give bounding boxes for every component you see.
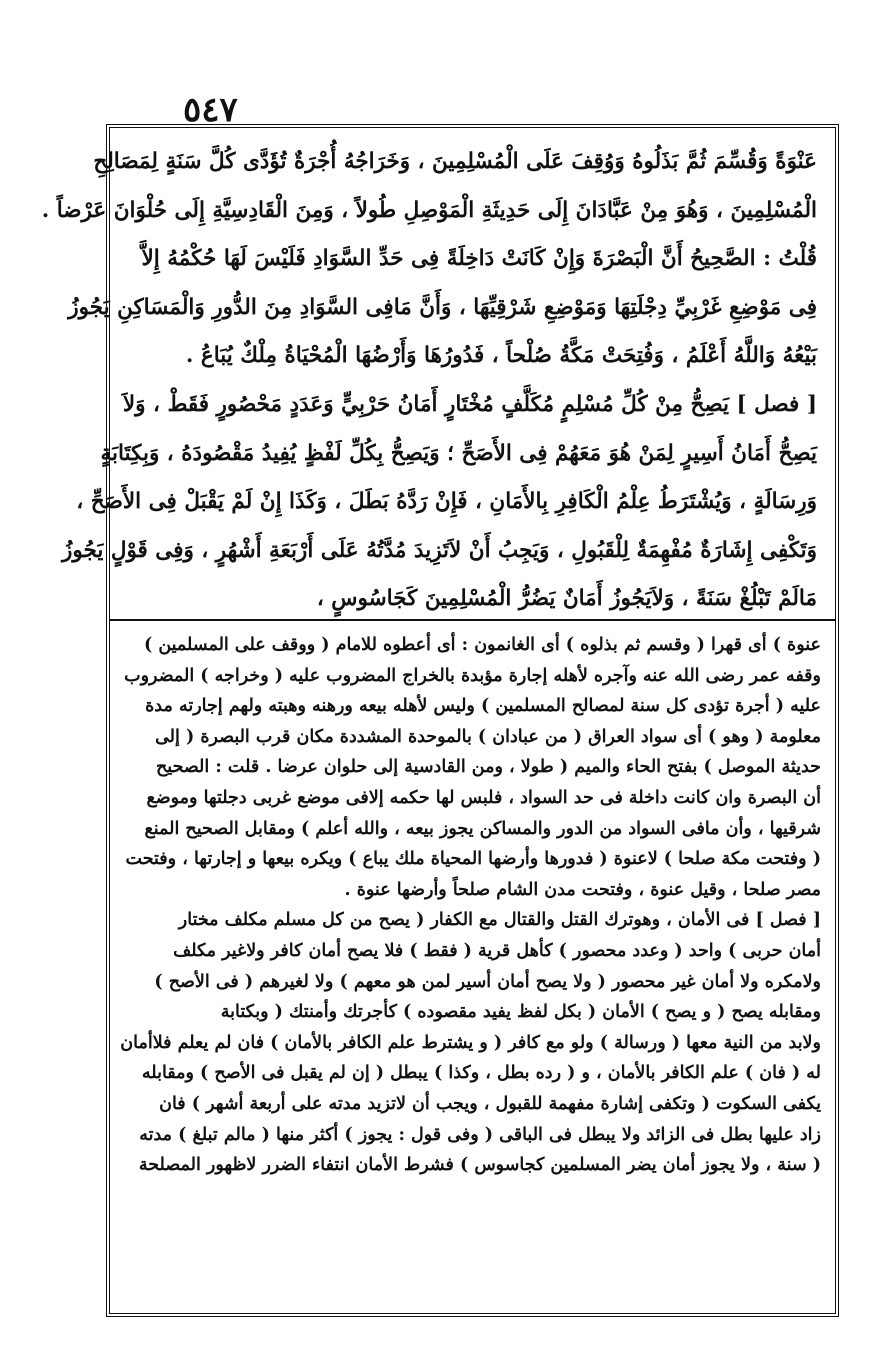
- main-text-line: مَالَمْ تَبْلُغْ سَنَةً ، وَلاَيَجُوزُ أَمَانٌ يَضُرُّ الْمُسْلِمِينَ كَجَاسُوسٍ ،: [316, 586, 817, 612]
- commentary-line: حديثة الموصل ) بفتح الحاء والميم ( طولا ، ومن القادسية إلى حلوان عرضا . قلت : الصحيح: [156, 757, 821, 778]
- section-divider: [110, 619, 835, 621]
- main-text-line: وَتَكْفِى إِشَارَةٌ مُفْهِمَةٌ لِلْقَبُولِ ، وَيَجِبُ أَنْ لاَتَزِيدَ مُدَّتُهُ عَلَى أَرْبَعَةِ أَشْهُرٍ ، وَفِى قَوْلٍ يَجُوزُ: [61, 537, 817, 563]
- commentary-line: مصر صلحا ، وقيل عنوة ، وفتحت مدن الشام صلحاً وأرضها عنوة .: [344, 879, 821, 900]
- main-text-line: وَرِسَالَةٍ ، وَيُشْتَرَطُ عِلْمُ الْكَافِرِ بِالأَمَانِ ، فَإِنْ رَدَّهُ بَطَلَ ، وَكَذَا إِنْ لَمْ يَقْبَلْ فِى الأَصَحِّ ،: [76, 489, 817, 515]
- commentary-line: ولامكره ولا أمان غير محصور ( ولا يصح أمان أسير لمن هو معهم ) ولا لغيرهم ( فى الأصح ): [154, 971, 821, 992]
- main-text-line: بَيْعُهُ وَاللَّهُ أَعْلَمُ ، وَفُتِحَتْ مَكَّةُ صُلْحاً ، فَدُورُهَا وَأَرْضُهَا الْمُحْيَاةُ مِلْكٌ يُبَاعُ .: [185, 343, 817, 369]
- main-text-line: [ فصل ] يَصِحُّ مِنْ كُلِّ مُسْلِمٍ مُكَلَّفٍ مُخْتَارٍ أَمَانُ حَرْبِيٍّ وَعَدَدٍ مَحْصُورٍ فَقَطْ ، وَلاَ: [122, 391, 817, 417]
- main-text-line: الْمُسْلِمِينَ ، وَهُوَ مِنْ عَبَّادَانَ إِلَى حَدِيثَةِ الْمَوْصِلِ طُولاً ، وَمِنَ الْقَادِسِيَّةِ إِلَى حُلْوَانَ عَرْضاً .: [41, 197, 817, 223]
- commentary-line: ومقابله يصح ( و يصح ) الأمان ( بكل لفظ يفيد مقصوده ) كأجرتك وأمنتك ( وبكتابة: [220, 1002, 821, 1023]
- commentary-line: ( وفتحت مكة صلحا ) لاعنوة ( فدورها وأرضها المحياة ملك يباع ) ويكره بيعها و إجارتها ، وفتحت: [125, 849, 821, 870]
- commentary-line: زاد عليها بطل فى الزائد ولا يبطل فى الباقى ( وفى قول : يجوز ) أكثر منها ( مالم تبلغ ) مدته: [139, 1124, 821, 1145]
- main-text-line: عَنْوَةً وَقُسِّمَ ثُمَّ بَذَلُوهُ وَوُقِفَ عَلَى الْمُسْلِمِينَ ، وَخَرَاجُهُ أُجْرَةٌ تُؤَدَّى كُلَّ سَنَةٍ لِمَصَالِحِ: [93, 149, 817, 174]
- commentary-line: له ( فان ) علم الكافر بالأمان ، و ( رده بطل ، وكذا ) يبطل ( إن لم يقبل فى الأصح ) ومقابله: [141, 1063, 821, 1084]
- commentary-text: [120, 630, 821, 1181]
- page-number: ٥٤٧: [183, 90, 238, 130]
- commentary-line: معلومة ( وهو ) أى سواد العراق ( من عبادان ) بالموحدة المشددة مكان قرب البصرة ( إلى: [155, 726, 821, 747]
- main-text-line: فِى مَوْضِعِ غَرْبِيِّ دِجْلَتِهَا وَمَوْضِعِ شَرْقِيِّهَا ، وَأَنَّ مَافِى السَّوَادِ مِنَ الدُّورِ وَالْمَسَاكِنِ يَجُوزُ: [68, 294, 817, 320]
- commentary-line: وقفه عمر رضى الله عنه وآجره لأهله إجارة مؤبدة بالخراج المضروب عليه ( وخراجه ) المضروب: [124, 665, 821, 686]
- main-text-line: يَصِحُّ أَمَانُ أَسِيرٍ لِمَنْ هُوَ مَعَهُمْ فِى الأَصَحِّ ؛ وَيَصِحُّ بِكُلِّ لَفْظٍ يُفِيدُ مَقْصُودَهُ ، وَبِكِتَابَةٍ: [100, 440, 817, 466]
- main-text-line: قُلْتُ : الصَّحِيحُ أَنَّ الْبَصْرَةَ وَإِنْ كَانَتْ دَاخِلَةً فِى حَدِّ السَّوَادِ فَلَيْسَ لَهَا حُكْمُهُ إِلاَّ: [141, 246, 817, 272]
- commentary-line: ولابد من النية معها ( ورسالة ) ولو مع كافر ( و يشترط علم الكافر بالأمان ) فان لم يعلم فلاأمان: [120, 1032, 821, 1053]
- commentary-line: [ فصل ] فى الأمان ، وهوترك القتل والقتال مع الكفار ( يصح من كل مسلم مكلف مختار: [178, 910, 821, 931]
- commentary-line: أن البصرة وان كانت داخلة فى حد السواد ، فلبس لها حكمه إلافى موضع غربى دجلتها وموضع: [146, 787, 821, 808]
- text-frame: [41, 124, 839, 1317]
- commentary-line: عنوة ) أى قهرا ( وقسم ثم بذلوه ) أى الغانمون : أى أعطوه للامام ( ووقف على المسلمين ): [143, 635, 821, 655]
- commentary-line: عليه ( أجرة تؤدى كل سنة لمصالح المسلمين ) وليس لأهله بيعه ورهنه وهبته ولهم إجارته مدة: [145, 696, 821, 717]
- commentary-line: شرقيها ، وأن مافى السواد من الدور والمساكن يجوز بيعه ، والله أعلم ) ومقابل الصحيح المنع: [144, 818, 821, 839]
- commentary-line: يكفى السكوت ( وتكفى إشارة مفهمة للقبول ، ويجب أن لاتزيد مدته على أربعة أشهر ) فان: [159, 1093, 821, 1114]
- commentary-line: أمان حربى ) واحد ( وعدد محصور ) كأهل قرية ( فقط ) فلا يصح أمان كافر ولاغير مكلف: [173, 940, 821, 961]
- commentary-line: ( سنة ، ولا يجوز أمان يضر المسلمين كجاسوس ) فشرط الأمان انتفاء الضرر لاظهور المصلحة: [138, 1155, 821, 1176]
